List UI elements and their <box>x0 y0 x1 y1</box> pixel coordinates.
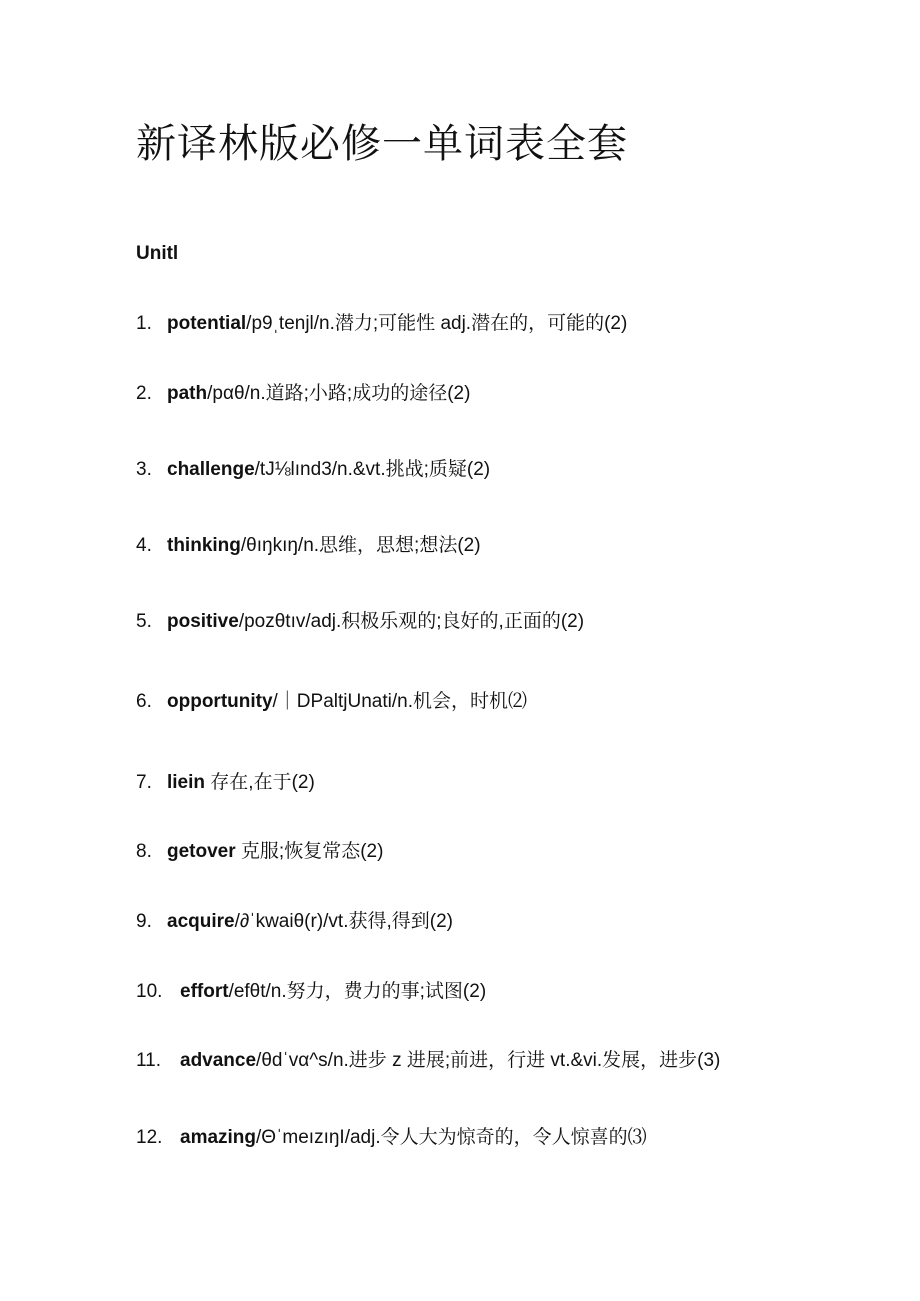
vocab-entry <box>136 534 481 558</box>
vocab-entry <box>136 771 315 795</box>
vocab-entry <box>136 382 470 406</box>
entry-definition: /pozθtıv/adj.积极乐观的;良好的,正面的(2) <box>238 611 585 632</box>
entry-number: 6. <box>136 691 152 712</box>
entry-definition: /∂ˈkwaiθ(r)/vt.获得,得到(2) <box>234 911 453 932</box>
entry-word: effort <box>180 981 229 1002</box>
entry-number: 4. <box>136 535 152 556</box>
vocab-entry <box>136 980 486 1004</box>
entry-definition: 存在,在于(2) <box>205 772 315 793</box>
entry-number: 12. <box>136 1127 163 1148</box>
entry-word: liein <box>167 772 206 793</box>
vocab-entry <box>136 312 627 336</box>
entry-definition: /θıŋkıŋ/n.思维，思想;想法(2) <box>240 535 481 556</box>
entry-word: getover <box>167 841 236 862</box>
entry-word: opportunity <box>167 691 273 712</box>
page-title: 新译林版必修一单词表全套 <box>136 121 628 167</box>
entry-word: acquire <box>167 911 235 932</box>
vocab-entry <box>136 840 383 864</box>
entry-word: amazing <box>180 1127 257 1148</box>
vocab-entry <box>136 458 490 482</box>
entry-definition: /tJ⅛lınd3/n.&vt.挑战;质疑(2) <box>254 459 491 480</box>
entry-number: 1. <box>136 313 152 334</box>
entry-definition: /p9ˌtenjl/n.潜力;可能性 adj.潜在的，可能的(2) <box>246 313 628 334</box>
entry-word: positive <box>167 611 239 632</box>
entry-definition: /efθt/n.努力，费力的事;试图(2) <box>228 981 487 1002</box>
entry-definition: /ΘˈmeızıŋI/adj.令人大为惊奇的，令人惊喜的⑶ <box>256 1127 647 1148</box>
entry-word: challenge <box>167 459 255 480</box>
vocab-entry <box>136 1126 647 1150</box>
entry-word: thinking <box>167 535 241 556</box>
entry-definition: /pαθ/n.道路;小路;成功的途径(2) <box>207 383 471 404</box>
unit-heading: Unitl <box>136 243 179 264</box>
entry-number: 11. <box>136 1050 162 1071</box>
entry-definition: /｜DPaltjUnati/n.机会，时机⑵ <box>272 691 527 712</box>
entry-number: 7. <box>136 772 152 793</box>
vocab-entry <box>136 1049 720 1073</box>
entry-number: 9. <box>136 911 152 932</box>
entry-number: 5. <box>136 611 152 632</box>
entry-word: potential <box>167 313 247 334</box>
vocab-entry <box>136 910 453 934</box>
entry-definition: /θdˈvα^s/n.进步 z 进展;前进，行进 vt.&vi.发展，进步(3) <box>256 1050 721 1071</box>
entry-number: 10. <box>136 981 163 1002</box>
vocab-entry <box>136 610 584 634</box>
entry-number: 8. <box>136 841 152 862</box>
entry-word: advance <box>180 1050 257 1071</box>
entry-word: path <box>167 383 208 404</box>
entry-number: 3. <box>136 459 152 480</box>
vocab-entry <box>136 690 527 714</box>
entry-definition: 克服;恢复常态(2) <box>235 841 384 862</box>
entry-number: 2. <box>136 383 152 404</box>
